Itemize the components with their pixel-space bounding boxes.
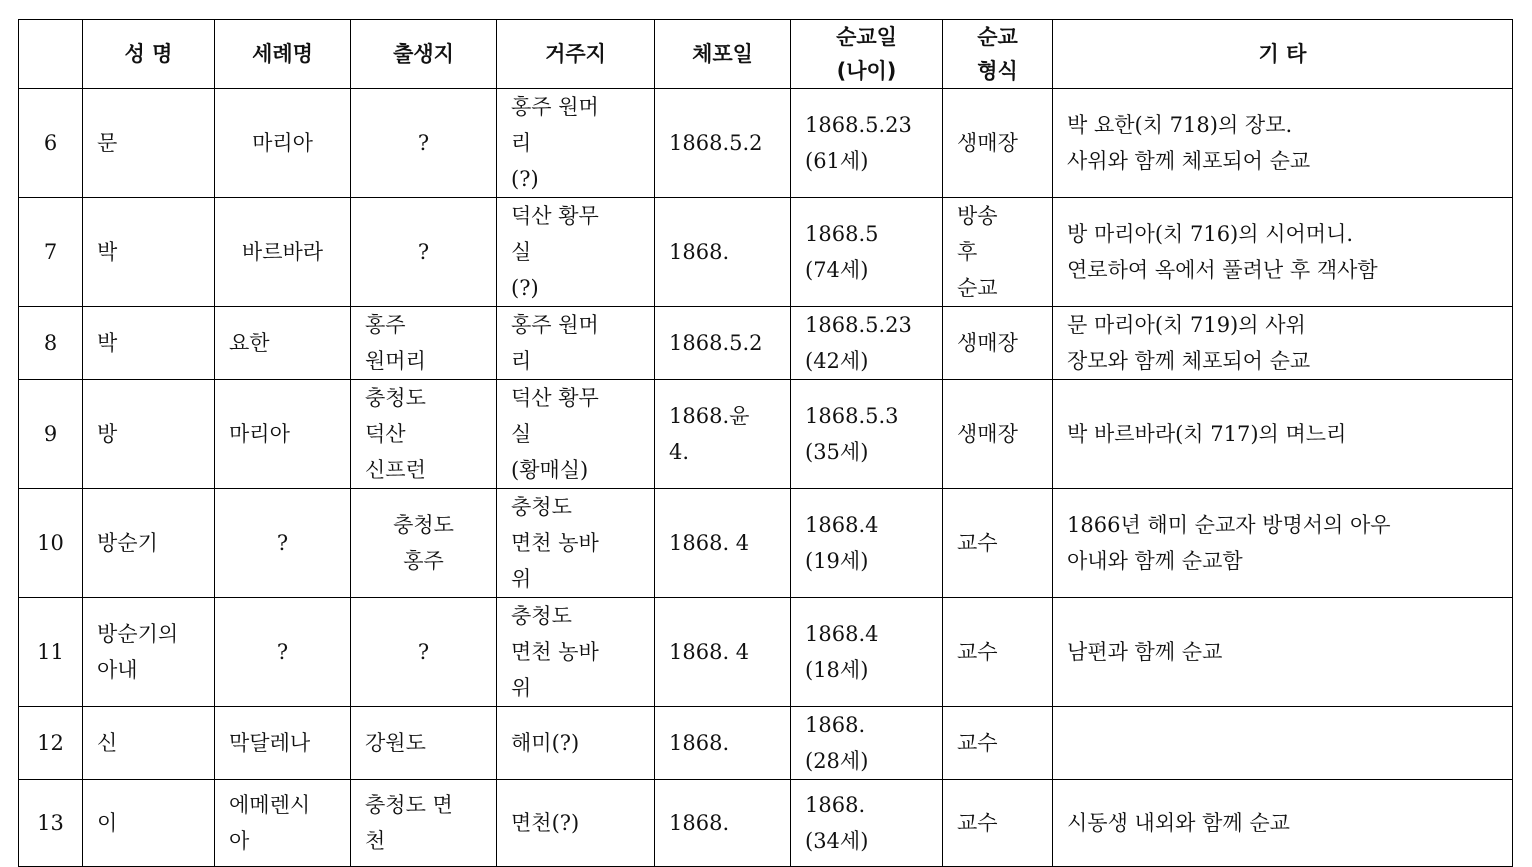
cell-martyrdom-form: 교수	[943, 598, 1053, 707]
cell-residence: 홍주 원머 리 (?)	[497, 89, 655, 198]
cell-notes: 박 요한(치 718)의 장모. 사위와 함께 체포되어 순교	[1053, 89, 1513, 198]
header-martyrdom-form: 순교 형식	[943, 20, 1053, 89]
cell-name: 이	[83, 780, 215, 867]
cell-notes	[1053, 707, 1513, 780]
cell-martyrdom-form: 생매장	[943, 89, 1053, 198]
cell-baptismal-name: 마리아	[215, 380, 351, 489]
cell-arrest-date: 1868.윤 4.	[655, 380, 791, 489]
cell-residence: 덕산 황무 실 (?)	[497, 198, 655, 307]
cell-name: 방순기	[83, 489, 215, 598]
cell-birthplace: 충청도 홍주	[351, 489, 497, 598]
cell-name: 박	[83, 307, 215, 380]
cell-martyrdom-form: 교수	[943, 780, 1053, 867]
cell-martyrdom-date: 1868.5.3 (35세)	[791, 380, 943, 489]
cell-baptismal-name: 에메렌시 아	[215, 780, 351, 867]
cell-birthplace: ?	[351, 89, 497, 198]
header-number	[19, 20, 83, 89]
cell-birthplace: 강원도	[351, 707, 497, 780]
cell-residence: 충청도 면천 농바 위	[497, 598, 655, 707]
cell-birthplace: 충청도 면 천	[351, 780, 497, 867]
cell-number: 10	[19, 489, 83, 598]
cell-martyrdom-date: 1868. (34세)	[791, 780, 943, 867]
cell-residence: 해미(?)	[497, 707, 655, 780]
cell-martyrdom-date: 1868.4 (18세)	[791, 598, 943, 707]
table-row	[19, 89, 1513, 198]
table-row	[19, 489, 1513, 598]
cell-notes: 시동생 내외와 함께 순교	[1053, 780, 1513, 867]
cell-arrest-date: 1868.5.2	[655, 307, 791, 380]
cell-arrest-date: 1868.	[655, 198, 791, 307]
cell-baptismal-name: 바르바라	[215, 198, 351, 307]
cell-name: 방순기의 아내	[83, 598, 215, 707]
cell-number: 11	[19, 598, 83, 707]
cell-birthplace: ?	[351, 198, 497, 307]
header-arrest-date: 체포일	[655, 20, 791, 89]
cell-birthplace: ?	[351, 598, 497, 707]
cell-number: 13	[19, 780, 83, 867]
cell-residence: 홍주 원머 리	[497, 307, 655, 380]
cell-martyrdom-form: 방송 후 순교	[943, 198, 1053, 307]
header-baptismal-name: 세례명	[215, 20, 351, 89]
cell-baptismal-name: ?	[215, 489, 351, 598]
cell-baptismal-name: ?	[215, 598, 351, 707]
header-residence: 거주지	[497, 20, 655, 89]
cell-number: 12	[19, 707, 83, 780]
cell-arrest-date: 1868.	[655, 780, 791, 867]
martyr-table	[18, 19, 1513, 867]
cell-arrest-date: 1868.5.2	[655, 89, 791, 198]
cell-number: 9	[19, 380, 83, 489]
cell-martyrdom-form: 교수	[943, 707, 1053, 780]
cell-baptismal-name: 마리아	[215, 89, 351, 198]
cell-name: 신	[83, 707, 215, 780]
header-row	[19, 20, 1513, 89]
cell-arrest-date: 1868.	[655, 707, 791, 780]
cell-residence: 면천(?)	[497, 780, 655, 867]
cell-number: 8	[19, 307, 83, 380]
cell-notes: 방 마리아(치 716)의 시어머니. 연로하여 옥에서 풀려난 후 객사함	[1053, 198, 1513, 307]
cell-baptismal-name: 막달레나	[215, 707, 351, 780]
cell-residence: 충청도 면천 농바 위	[497, 489, 655, 598]
cell-martyrdom-form: 교수	[943, 489, 1053, 598]
table-row	[19, 598, 1513, 707]
cell-name: 박	[83, 198, 215, 307]
cell-notes: 박 바르바라(치 717)의 며느리	[1053, 380, 1513, 489]
cell-notes: 문 마리아(치 719)의 사위 장모와 함께 체포되어 순교	[1053, 307, 1513, 380]
cell-martyrdom-date: 1868. (28세)	[791, 707, 943, 780]
cell-notes: 1866년 해미 순교자 방명서의 아우 아내와 함께 순교함	[1053, 489, 1513, 598]
cell-arrest-date: 1868. 4	[655, 598, 791, 707]
header-martyrdom-date: 순교일 (나이)	[791, 20, 943, 89]
table-row	[19, 198, 1513, 307]
table-row	[19, 307, 1513, 380]
cell-birthplace: 충청도 덕산 신프런	[351, 380, 497, 489]
cell-name: 방	[83, 380, 215, 489]
cell-martyrdom-form: 생매장	[943, 380, 1053, 489]
cell-number: 7	[19, 198, 83, 307]
cell-arrest-date: 1868. 4	[655, 489, 791, 598]
table-row	[19, 380, 1513, 489]
cell-birthplace: 홍주 원머리	[351, 307, 497, 380]
header-name: 성 명	[83, 20, 215, 89]
header-birthplace: 출생지	[351, 20, 497, 89]
cell-martyrdom-date: 1868.5.23 (61세)	[791, 89, 943, 198]
cell-name: 문	[83, 89, 215, 198]
cell-martyrdom-date: 1868.4 (19세)	[791, 489, 943, 598]
table-row	[19, 780, 1513, 867]
header-notes: 기 타	[1053, 20, 1513, 89]
table-row	[19, 707, 1513, 780]
cell-martyrdom-date: 1868.5.23 (42세)	[791, 307, 943, 380]
cell-number: 6	[19, 89, 83, 198]
cell-martyrdom-form: 생매장	[943, 307, 1053, 380]
cell-martyrdom-date: 1868.5 (74세)	[791, 198, 943, 307]
cell-notes: 남편과 함께 순교	[1053, 598, 1513, 707]
cell-residence: 덕산 황무 실 (황매실)	[497, 380, 655, 489]
cell-baptismal-name: 요한	[215, 307, 351, 380]
